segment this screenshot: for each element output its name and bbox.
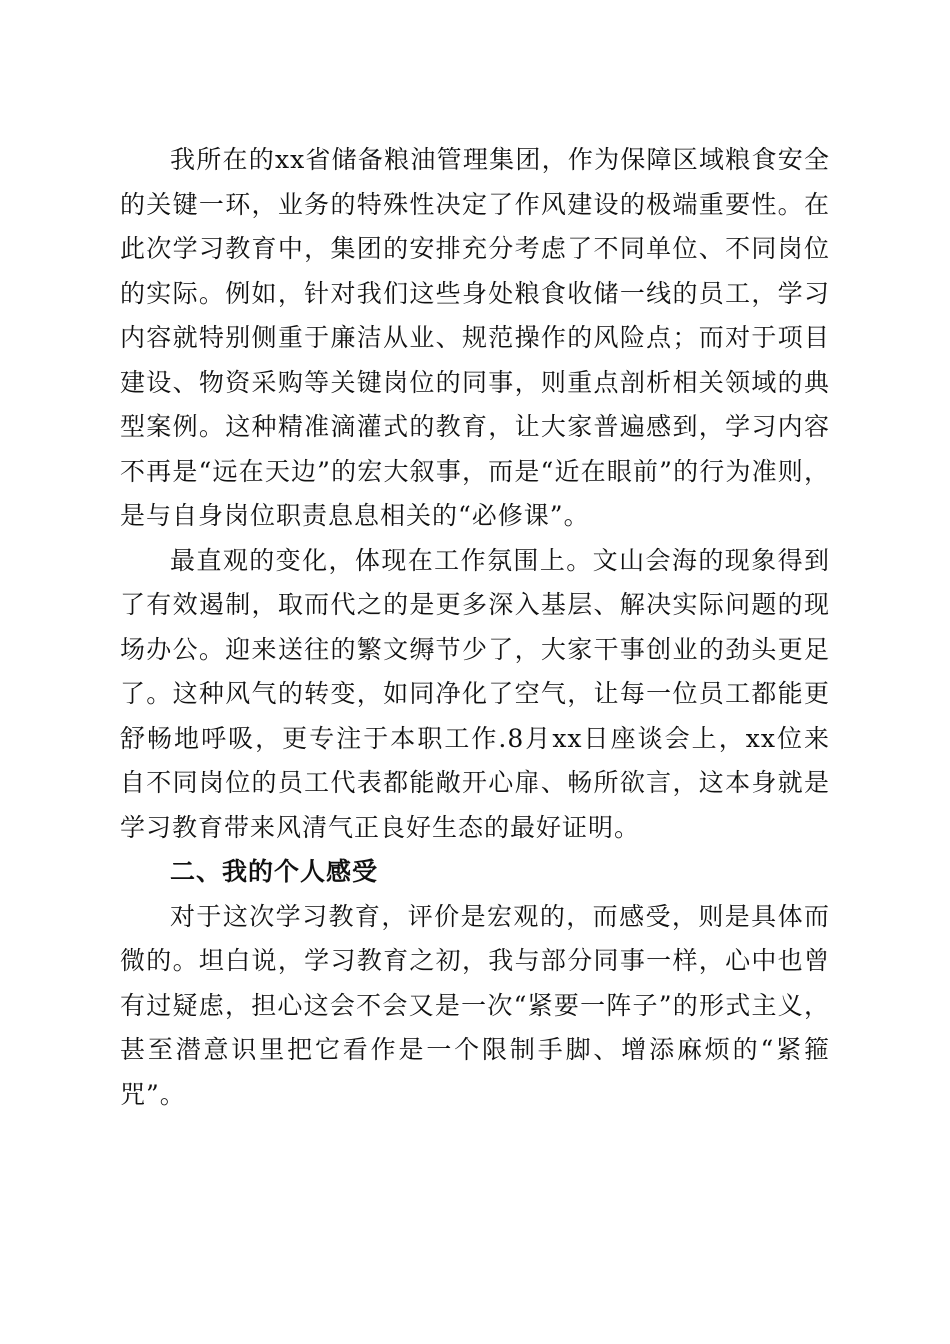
body-paragraph: 对于这次学习教育，评价是宏观的，而感受，则是具体而微的。坦白说，学习教育之初，我与部分同事一样，心中也曾有过疑虑，担心这会不会又是一次“紧要一阵子”的形式主义，甚至潜意识里把它看作是一个限制手脚、增添麻烦的“紧箍咒”。: [120, 901, 830, 1109]
body-paragraph: 最直观的变化，体现在工作氛围上。文山会海的现象得到了有效遏制，取而代之的是更多深入基层、解决实际问题的现场办公。迎来送往的繁文缛节少了，大家干事创业的劲头更足了。这种风气的转变，如同净化了空气，让每一位员工都能更舒畅地呼吸，更专注于本职工作.8月xx日座谈会上，xx位来自不同岗位的员工代表都能敞开心扉、畅所欲言，这本身就是学习教育带来风清气正良好生态的最好证明。: [120, 545, 830, 842]
section-heading: 二、我的个人感受: [170, 857, 379, 886]
body-paragraph: 我所在的xx省储备粮油管理集团，作为保障区域粮食安全的关键一环，业务的特殊性决定了作风建设的极端重要性。在此次学习教育中，集团的安排充分考虑了不同单位、不同岗位的实际。例如，针对我们这些身处粮食收储一线的员工，学习内容就特别侧重于廉洁从业、规范操作的风险点；而对于项目建设、物资采购等关键岗位的同事，则重点剖析相关领域的典型案例。这种精准滴灌式的教育，让大家普遍感到，学习内容不再是“远在天边”的宏大叙事，而是“近在眼前”的行为准则，是与自身岗位职责息息相关的“必修课”。: [120, 145, 830, 530]
document-body: [120, 138, 830, 1117]
